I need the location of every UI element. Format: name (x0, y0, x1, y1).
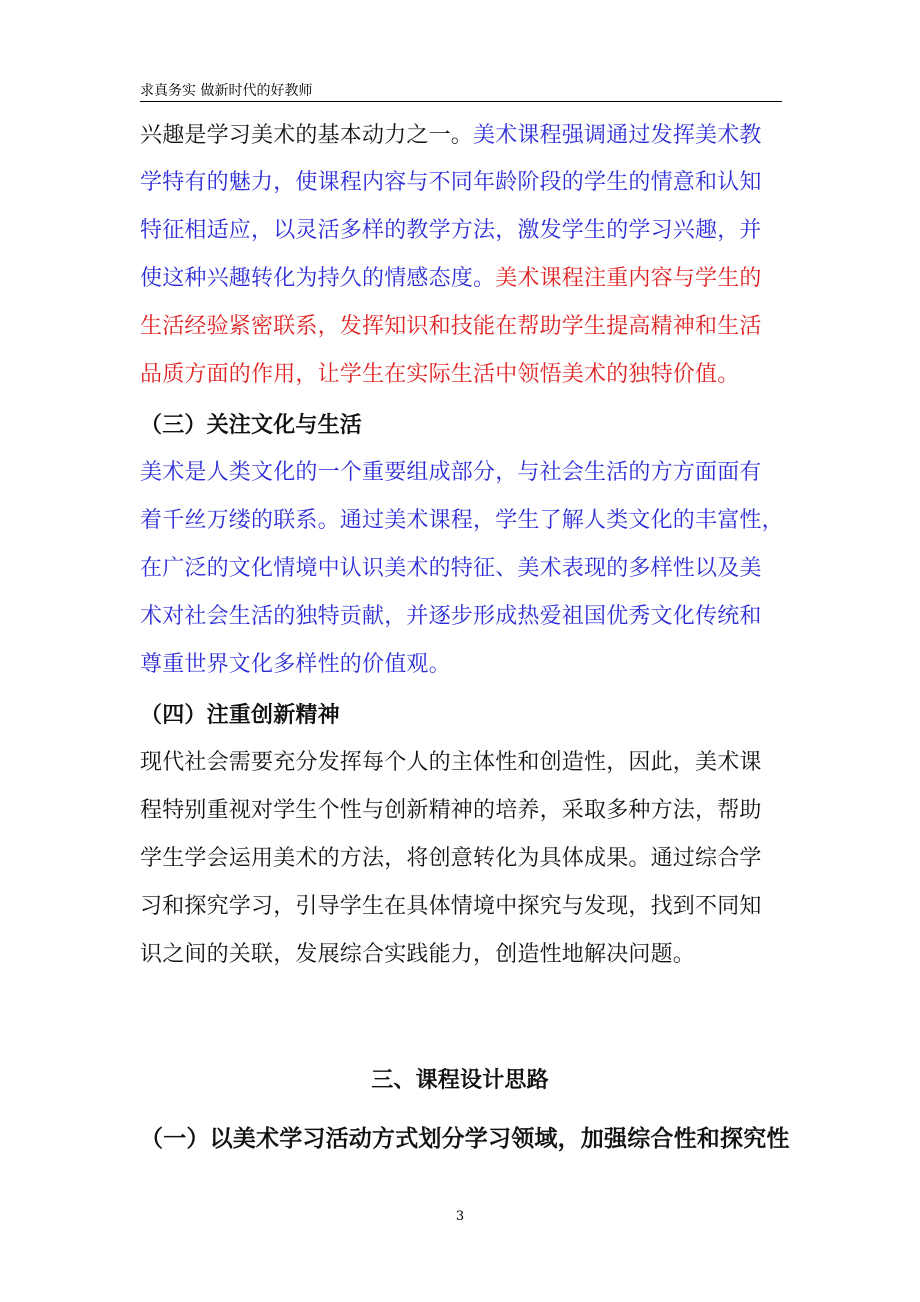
chapter-heading: 三、课程设计思路 (371, 1067, 549, 1093)
section-body-line: 现代社会需要充分发挥每个人的主体性和创造性，因此，美术课 (140, 750, 762, 775)
section-body-line: 尊重世界文化多样性的价值观。 (140, 652, 451, 677)
section-heading: （四）注重创新精神 (140, 702, 340, 728)
section-body-line: 在广泛的文化情境中认识美术的特征、美术表现的多样性以及美 (140, 556, 762, 581)
paragraph-line (140, 216, 790, 246)
text-segment: 品质方面的作用，让学生在实际生活中领悟美术的独特价值。 (140, 362, 740, 387)
paragraph-line (140, 121, 790, 151)
text-segment: 生活经验紧密联系，发挥知识和技能在帮助学生提高精神和生活 (140, 314, 762, 339)
paragraph-line (140, 360, 790, 390)
page-number: 3 (455, 1209, 465, 1224)
text-segment: 使这种兴趣转化为持久的情感态度。 (140, 266, 496, 291)
text-segment: 特征相适应，以灵活多样的教学方法，激发学生的学习兴趣，并 (140, 218, 762, 243)
text-segment: 美术课程注重内容与学生的 (495, 266, 762, 291)
section-body-line: 识之间的关联，发展综合实践能力，创造性地解决问题。 (140, 942, 696, 967)
paragraph-line (140, 264, 790, 294)
section-body-line: 学生学会运用美术的方法，将创意转化为具体成果。通过综合学 (140, 846, 762, 871)
header-divider (140, 101, 782, 102)
section-body-line: 术对社会生活的独特贡献，并逐步形成热爱祖国优秀文化传统和 (140, 604, 762, 629)
chapter-subheading: （一）以美术学习活动方式划分学习领域，加强综合性和探究性 (140, 1125, 790, 1152)
paragraph-line (140, 312, 790, 342)
text-segment: 兴趣是学习美术的基本动力之一。 (140, 123, 474, 148)
paragraph-line (140, 168, 790, 198)
page-header: 求真务实 做新时代的好教师 (140, 83, 313, 99)
section-body-line: 美术是人类文化的一个重要组成部分，与社会生活的方方面面有 (140, 460, 762, 485)
text-segment: 学特有的魅力，使课程内容与不同年龄阶段的学生的情意和认知 (140, 170, 762, 195)
section-body-line: 程特别重视对学生个性与创新精神的培养，采取多种方法，帮助 (140, 798, 762, 823)
section-heading: （三）关注文化与生活 (140, 412, 363, 438)
section-body-line: 着千丝万缕的联系。通过美术课程，学生了解人类文化的丰富性， (140, 508, 784, 533)
text-segment: 美术课程强调通过发挥美术教 (473, 123, 762, 148)
section-body-line: 习和探究学习，引导学生在具体情境中探究与发现，找到不同知 (140, 894, 762, 919)
